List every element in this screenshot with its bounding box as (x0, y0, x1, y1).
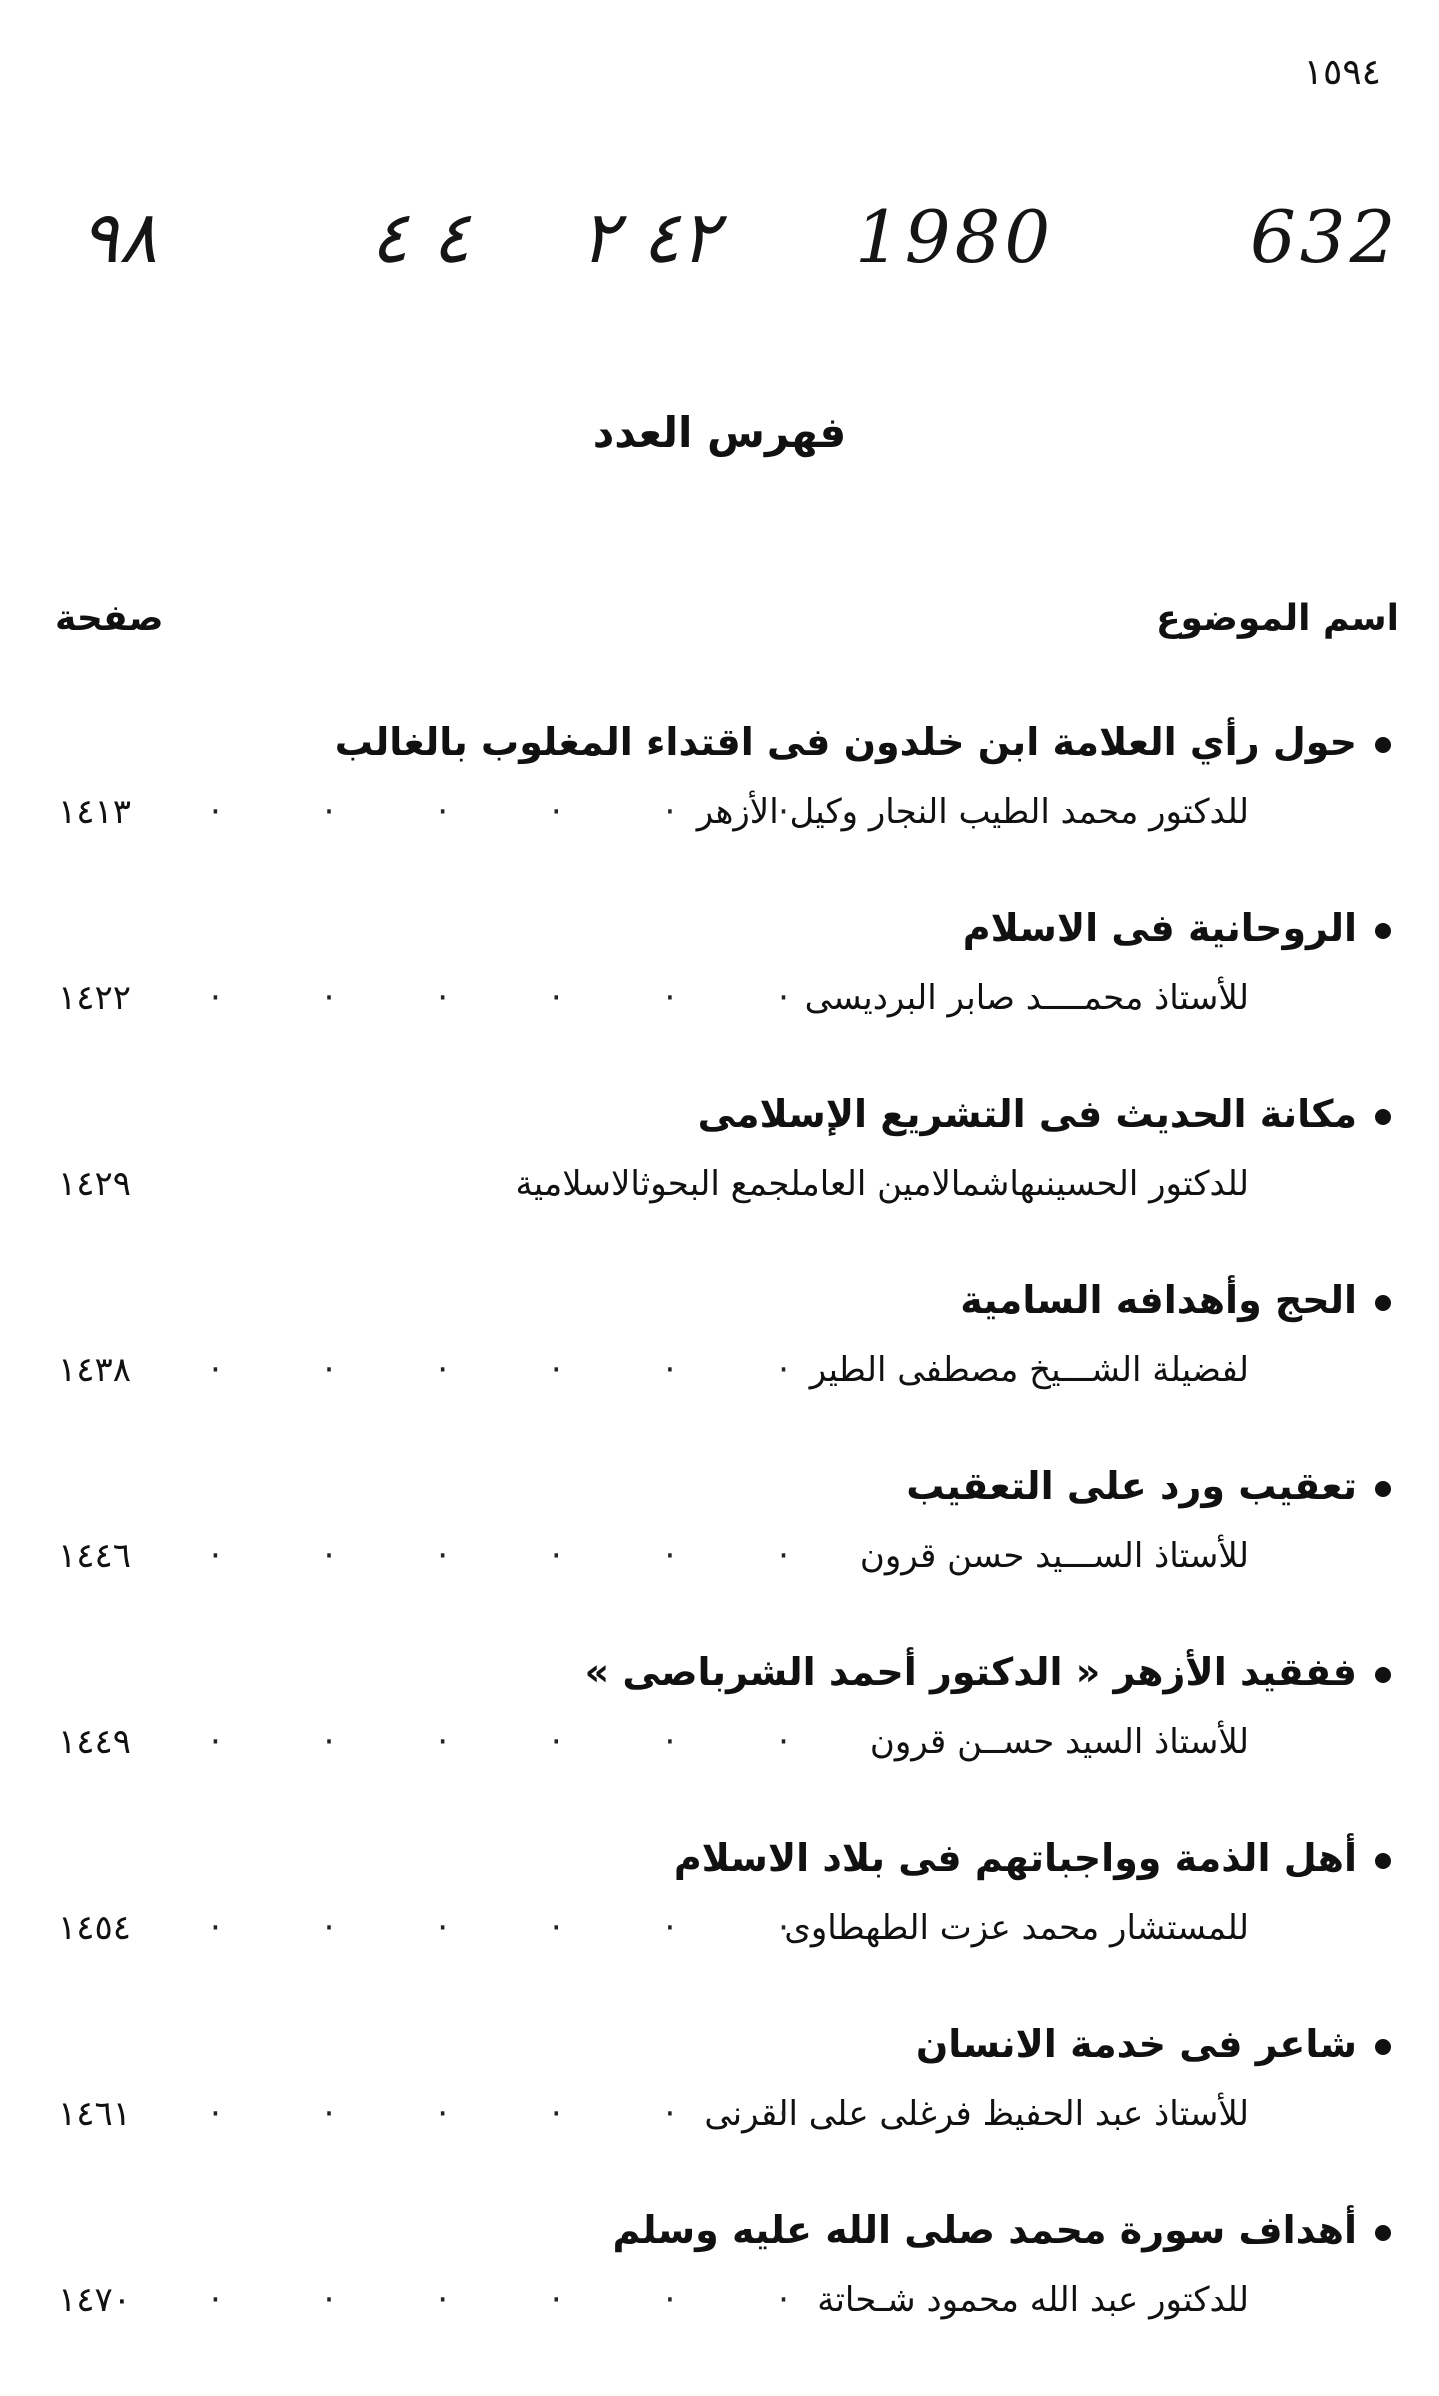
index-entry (0, 1640, 1439, 1826)
entry-title: أهداف سورة محمد صلى الله عليه وسلم (612, 2208, 1357, 2252)
bullet-icon (1375, 1667, 1391, 1683)
handwritten-notes (0, 195, 1439, 315)
entry-title: أهل الذمة وواجباتهم فى بلاد الاسلام (673, 1836, 1357, 1880)
leader-dots: · · · · · · (210, 1536, 835, 1576)
entry-author: للدكتور عبد الله محمود شـحاتة (817, 2280, 1249, 2320)
entry-title: شاعر فى خدمة الانسان (915, 2022, 1357, 2066)
leader-dots: · · · · · · (210, 2280, 835, 2320)
entry-author: لفضيلة الشـــيخ مصطفى الطير (809, 1350, 1249, 1390)
bullet-icon (1375, 1853, 1391, 1869)
handwritten-note: ٤٢ ٢ (580, 195, 719, 279)
bullet-icon (1375, 923, 1391, 939)
bullet-icon (1375, 2225, 1391, 2241)
bullet-icon (1375, 1295, 1391, 1311)
leader-dots: · · · · · · (210, 1908, 835, 1948)
entry-author: للمستشار محمد عزت الطهطاوى (784, 1908, 1249, 1948)
entry-title: الحج وأهدافه السامية (960, 1278, 1357, 1322)
entry-page: ١٤٤٩ (58, 1722, 132, 1762)
entry-title: ففقيد الأزهر « الدكتور أحمد الشرباصى » (584, 1650, 1357, 1694)
index-title: فهرس العدد (592, 408, 847, 457)
index-entry (0, 1454, 1439, 1640)
page-column-header: صفحة (55, 598, 164, 639)
entry-page: ١٤٤٦ (58, 1536, 132, 1576)
entry-author: للأستاذ محمــــد صابر البرديسى (804, 978, 1249, 1018)
index-entries (0, 710, 1439, 2384)
entry-page: ١٤٦١ (58, 2094, 132, 2134)
entry-page: ١٤١٣ (58, 792, 132, 832)
entry-page: ١٤٥٤ (58, 1908, 132, 1948)
index-entry (0, 710, 1439, 896)
entry-page: ١٤٢٢ (58, 978, 132, 1018)
index-entry (0, 2198, 1439, 2384)
entry-author: للدكتور محمد الطيب النجار وكيل الأزهر (696, 792, 1249, 832)
entry-page: ١٤٧٠ (58, 2280, 132, 2320)
index-entry (0, 2012, 1439, 2198)
handwritten-note: ٤ ٤ (370, 195, 471, 279)
handwritten-note: ٩٨ (80, 195, 158, 279)
handwritten-note: 1980 (855, 195, 1055, 279)
entry-page: ١٤٢٩ (58, 1164, 132, 1204)
handwritten-note: 632 (1250, 195, 1400, 279)
entry-author: للأستاذ الســـيد حسن قرون (859, 1536, 1249, 1576)
leader-dots: · · · · · · (210, 1722, 835, 1762)
entry-author: للأستاذ السيد حســن قرون (869, 1722, 1249, 1762)
entry-page: ١٤٣٨ (58, 1350, 132, 1390)
entry-title: مكانة الحديث فى التشريع الإسلامى (697, 1092, 1357, 1136)
index-entry (0, 1268, 1439, 1454)
leader-dots: · · · · · · (210, 978, 835, 1018)
index-entry (0, 896, 1439, 1082)
entry-title: تعقيب ورد على التعقيب (906, 1464, 1357, 1508)
page-number: ١٥٩٤ (1303, 52, 1381, 93)
entry-title: حول رأي العلامة ابن خلدون فى اقتداء المغلوب بالغالب (334, 720, 1357, 764)
subject-column-header: اسم الموضوع (1155, 598, 1399, 639)
entry-author: للدكتور الحسينىهاشمالامين العاملجمع البحوثالاسلامية (515, 1164, 1249, 1204)
leader-dots: · · · · · · (210, 792, 835, 832)
leader-dots: · · · · · · (210, 2094, 835, 2134)
entry-author: للأستاذ عبد الحفيظ فرغلى على القرنى (704, 2094, 1249, 2134)
bullet-icon (1375, 2039, 1391, 2055)
bullet-icon (1375, 1109, 1391, 1125)
leader-dots: · · · · · · (210, 1350, 835, 1390)
entry-title: الروحانية فى الاسلام (962, 906, 1357, 950)
index-entry (0, 1826, 1439, 2012)
bullet-icon (1375, 1481, 1391, 1497)
index-entry (0, 1082, 1439, 1268)
bullet-icon (1375, 737, 1391, 753)
